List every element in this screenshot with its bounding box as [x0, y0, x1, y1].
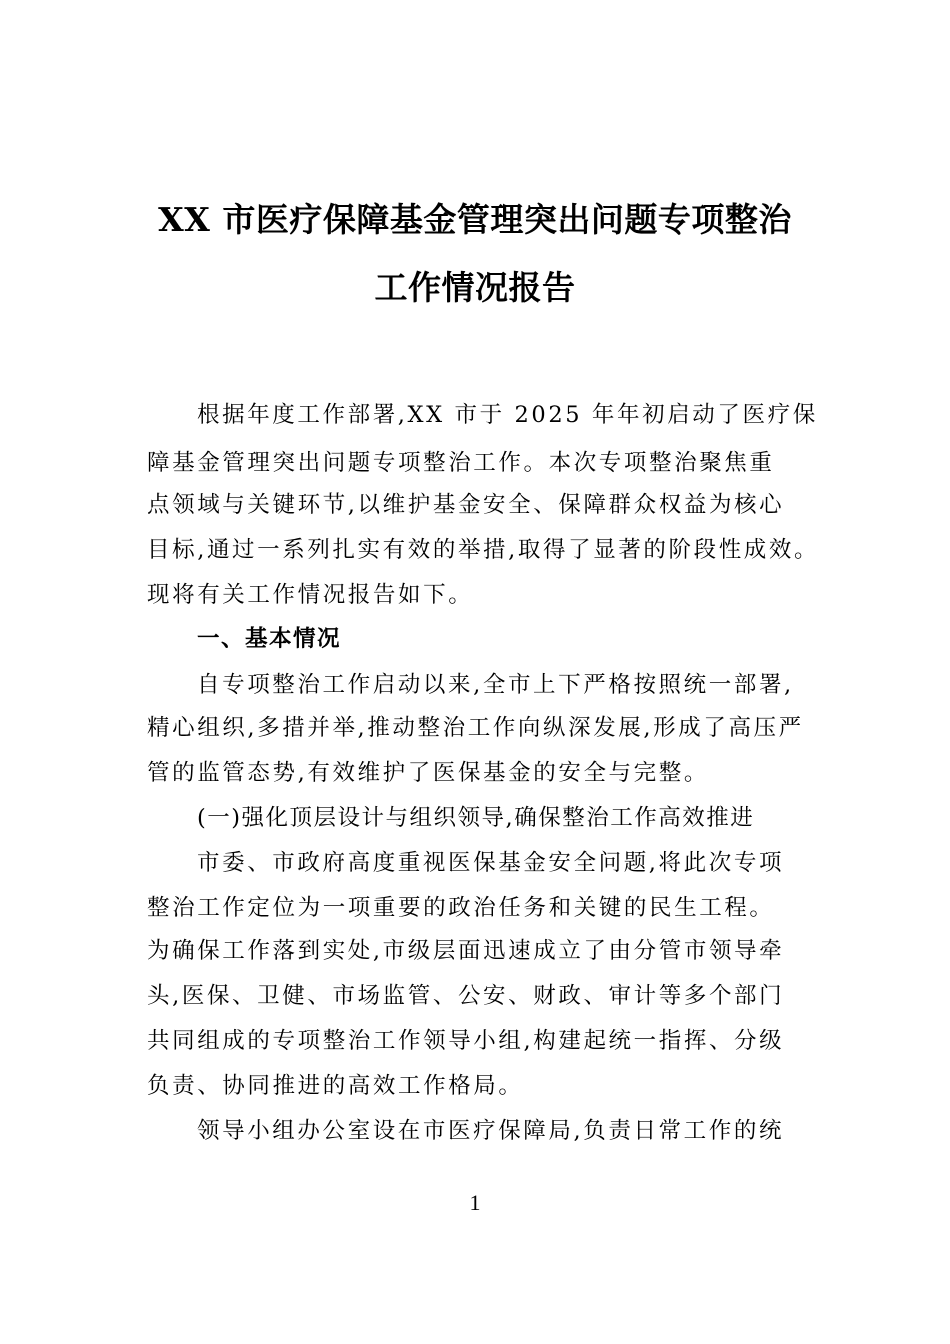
paragraph-leadership-line-5: 共同组成的专项整治工作领导小组,构建起统一指挥、分级: [147, 1028, 785, 1054]
paragraph-intro-line-2: 障基金管理突出问题专项整治工作。本次专项整治聚焦重: [147, 450, 775, 476]
paragraph-intro-line-1: 根据年度工作部署,XX 市于 2025 年年初启动了医疗保: [197, 402, 818, 428]
paragraph-leadership-line-6: 负责、协同推进的高效工作格局。: [147, 1073, 524, 1099]
paragraph-intro-line-5: 现将有关工作情况报告如下。: [147, 582, 474, 608]
subsection-heading-1: (一)强化顶层设计与组织领导,确保整治工作高效推进: [197, 805, 755, 831]
paragraph-intro-line-4: 目标,通过一系列扎实有效的举措,取得了显著的阶段性成效。: [147, 537, 820, 563]
paragraph-intro-line-3: 点领域与关键环节,以维护基金安全、保障群众权益为核心: [147, 492, 785, 518]
document-title-line-2: 工作情况报告: [374, 268, 576, 307]
paragraph-leadership-line-2: 整治工作定位为一项重要的政治任务和关键的民生工程。: [147, 895, 775, 921]
paragraph-overview-line-3: 管的监管态势,有效维护了医保基金的安全与完整。: [147, 760, 709, 786]
paragraph-leadership-line-4: 头,医保、卫健、市场监管、公安、财政、审计等多个部门: [147, 983, 785, 1009]
section-heading-basic-situation: 一、基本情况: [197, 626, 342, 652]
document-title-line-1: XX 市医疗保障基金管理突出问题专项整治: [158, 200, 792, 239]
paragraph-overview-line-2: 精心组织,多措并举,推动整治工作向纵深发展,形成了高压严: [147, 715, 804, 741]
paragraph-leadership-line-1: 市委、市政府高度重视医保基金安全问题,将此次专项: [197, 850, 785, 876]
paragraph-leadership-line-3: 为确保工作落到实处,市级层面迅速成立了由分管市领导牵: [147, 938, 785, 964]
paragraph-office-line-1: 领导小组办公室设在市医疗保障局,负责日常工作的统: [197, 1118, 785, 1144]
page-number: 1: [469, 1190, 481, 1215]
paragraph-overview-line-1: 自专项整治工作启动以来,全市上下严格按照统一部署,: [197, 672, 794, 698]
